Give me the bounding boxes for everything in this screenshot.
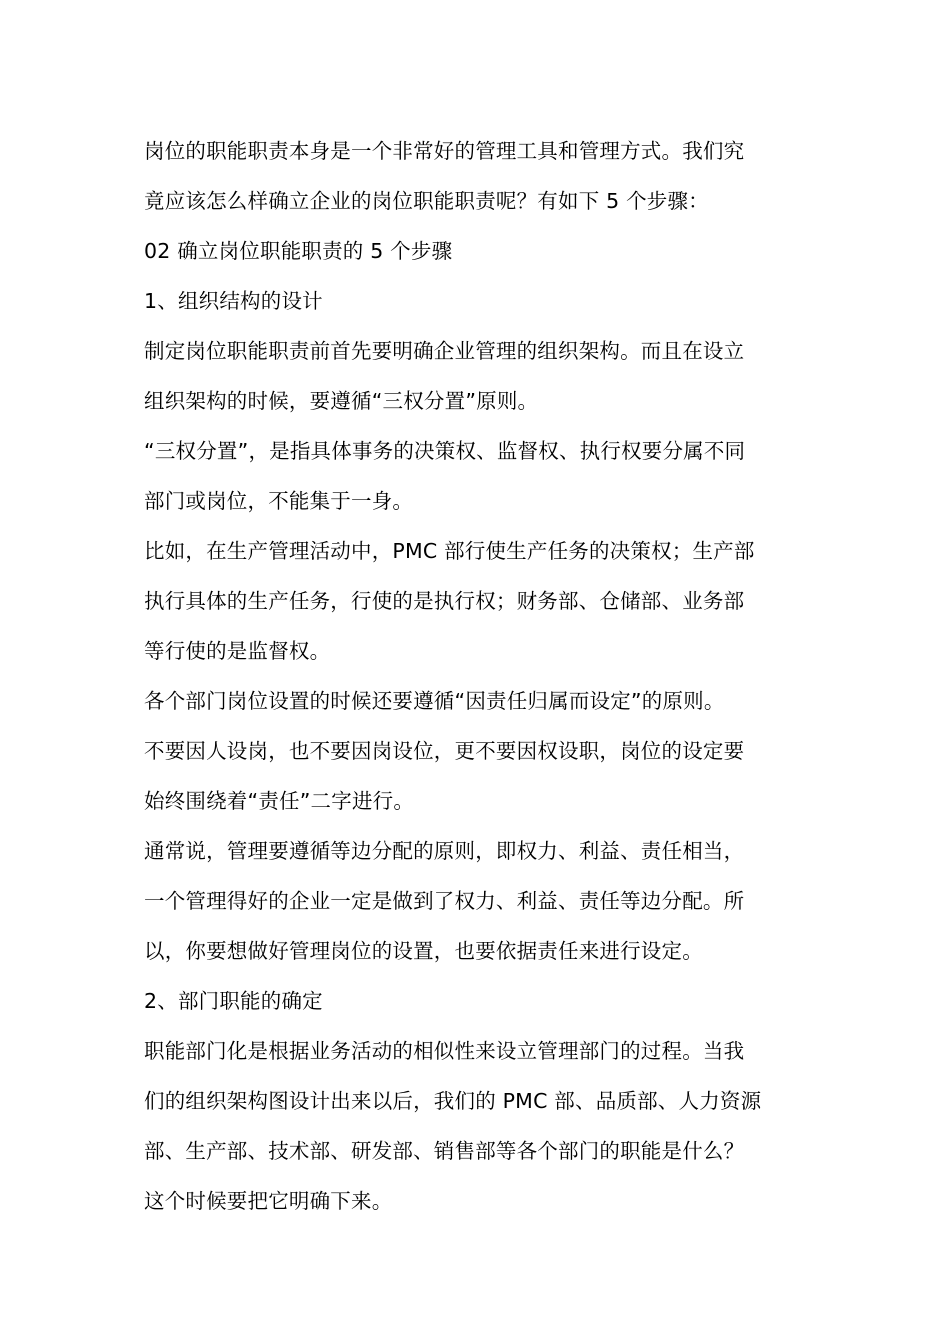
text-line: 以，你要想做好管理岗位的设置，也要依据责任来进行设定。 [144, 939, 703, 963]
text-line: 等行使的是监督权。 [144, 639, 331, 663]
text-line: 不要因人设岗，也不要因岗设位，更不要因权设职，岗位的设定要 [144, 739, 745, 763]
text-line: 部、生产部、技术部、研发部、销售部等各个部门的职能是什么？ [144, 1139, 745, 1163]
text-line: 各个部门岗位设置的时候还要遵循“因责任归属而设定”的原则。 [144, 689, 725, 713]
text-line: “三权分置”，是指具体事务的决策权、监督权、执行权要分属不同 [144, 439, 746, 463]
text-line: 们的组织架构图设计出来以后，我们的 PMC 部、品质部、人力资源 [144, 1089, 762, 1113]
section-heading: 02 确立岗位职能职责的 5 个步骤 [144, 239, 453, 263]
text-line: 制定岗位职能职责前首先要明确企业管理的组织架构。而且在设立 [144, 339, 745, 363]
text-line: 这个时候要把它明确下来。 [144, 1189, 393, 1213]
text-line: 组织架构的时候，要遵循“三权分置”原则。 [144, 389, 539, 413]
subsection-heading: 1、组织结构的设计 [144, 289, 323, 313]
text-line: 职能部门化是根据业务活动的相似性来设立管理部门的过程。当我 [144, 1039, 745, 1063]
text-line: 始终围绕着“责任”二字进行。 [144, 789, 415, 813]
text-line: 一个管理得好的企业一定是做到了权力、利益、责任等边分配。所 [144, 889, 745, 913]
text-line: 执行具体的生产任务，行使的是执行权；财务部、仓储部、业务部 [144, 589, 745, 613]
document-body [144, 126, 814, 1226]
subsection-heading: 2、部门职能的确定 [144, 989, 323, 1013]
text-line: 竟应该怎么样确立企业的岗位职能职责呢？有如下 5 个步骤： [144, 189, 709, 213]
text-line: 岗位的职能职责本身是一个非常好的管理工具和管理方式。我们究 [144, 139, 745, 163]
text-line: 部门或岗位，不能集于一身。 [144, 489, 414, 513]
text-line: 通常说，管理要遵循等边分配的原则，即权力、利益、责任相当， [144, 839, 745, 863]
text-line: 比如，在生产管理活动中，PMC 部行使生产任务的决策权；生产部 [144, 539, 755, 563]
